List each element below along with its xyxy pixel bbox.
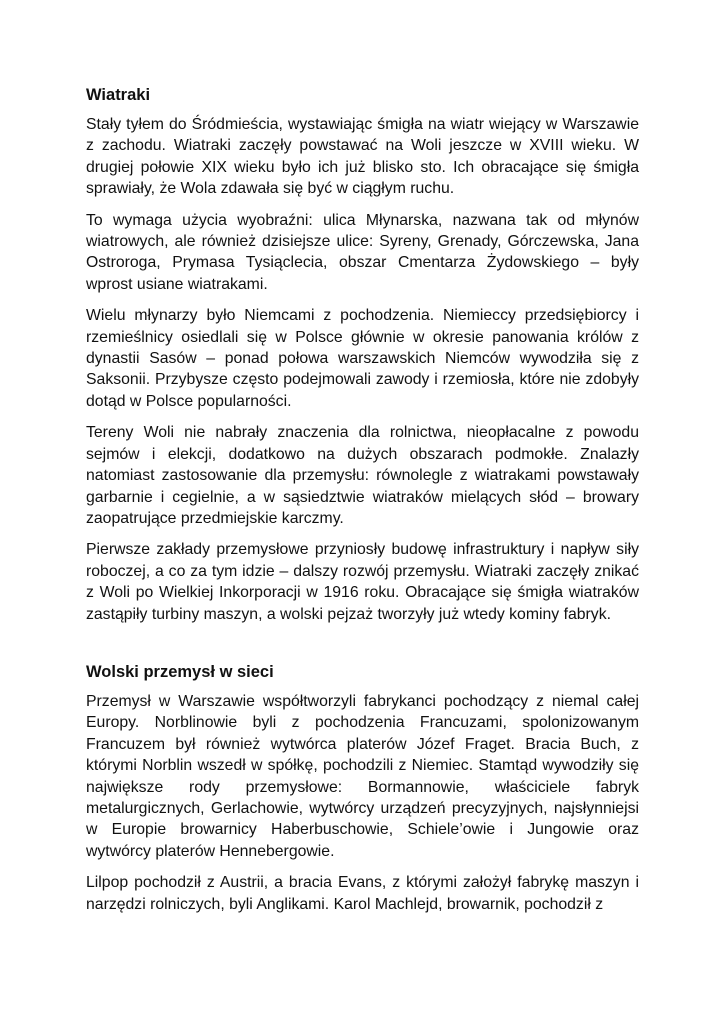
section-heading: Wiatraki (86, 86, 151, 104)
paragraph: To wymaga użycia wyobraźni: ulica Młynarska, nazwana tak od młynów wiatrowych, ale również dzisiejsze ulice: Syreny, Grenady, Górczewska, Jana Ostroroga, Prymasa Tysiąclecia, obszar Cmentarza Żydowskiego – były wprost usiane wiatrakami. (86, 211, 639, 293)
paragraph: Stały tyłem do Śródmieścia, wystawiając śmigła na wiatr wiejący w Warszawie z zachodu. Wiatraki zaczęły powstawać na Woli jeszcze w XVIII wieku. W drugiej połowie XIX wieku było ich już blisko sto. Ich obracające się śmigła sprawiały, że Wola zdawała się być w ciągłym ruchu. (86, 116, 639, 198)
section-wolski-przemysl (86, 661, 639, 915)
paragraph: Tereny Woli nie nabrały znaczenia dla rolnictwa, nieopłacalne z powodu sejmów i elekcji, dodatkowo na dużych obszarach podmokłe. Znalazły natomiast zastosowanie dla przemysłu: równolegle z wiatrakami powstawały garbarnie i cegielnie, a w sąsiedztwie wiatraków mielących słód – browary zaopatrujące przedmiejskie karczmy. (86, 424, 639, 527)
document-page (86, 84, 639, 925)
section-wiatraki (86, 84, 639, 625)
paragraph: Wielu młynarzy było Niemcami z pochodzenia. Niemieccy przedsiębiorcy i rzemieślnicy osiedlali się w Polsce głównie w okresie panowania królów z dynastii Sasów – ponad połowa warszawskich Niemców wywodziła się z Saksonii. Przybysze często podejmowali zawody i rzemiosła, które nie zdobyły dotąd w Polsce popularności. (86, 307, 639, 410)
section-spacer (86, 635, 639, 661)
paragraph: Lilpop pochodził z Austrii, a bracia Evans, z którymi założył fabrykę maszyn i narzędzi rolniczych, byli Anglikami. Karol Machlejd, browarnik, pochodził z (86, 874, 639, 913)
paragraph: Pierwsze zakłady przemysłowe przyniosły budowę infrastruktury i napływ siły roboczej, a co za tym idzie – dalszy rozwój przemysłu. Wiatraki zaczęły znikać z Woli po Wielkiej Inkorporacji w 1916 roku. Obracające się śmigła wiatraków zastąpiły turbiny maszyn, a wolski pejzaż tworzyły już wtedy kominy fabryk. (86, 541, 639, 623)
paragraph: Przemysł w Warszawie współtworzyli fabrykanci pochodzący z niemal całej Europy. Norblinowie byli z pochodzenia Francuzami, spolonizowanym Francuzem był również wytwórca platerów Józef Fraget. Bracia Buch, z którymi Norblin wszedł w spółkę, pochodzili z Niemiec. Stamtąd wywodziły się największe rody przemysłowe: Bormannowie, właściciele fabryk metalurgicznych, Gerlachowie, wytwórcy urządzeń precyzyjnych, najsłynniejsi w Europie browarnicy Haberbuschowie, Schiele’owie i Jungowie oraz wytwórcy platerów Hennebergowie. (86, 692, 639, 860)
section-heading: Wolski przemysł w sieci (86, 662, 274, 681)
